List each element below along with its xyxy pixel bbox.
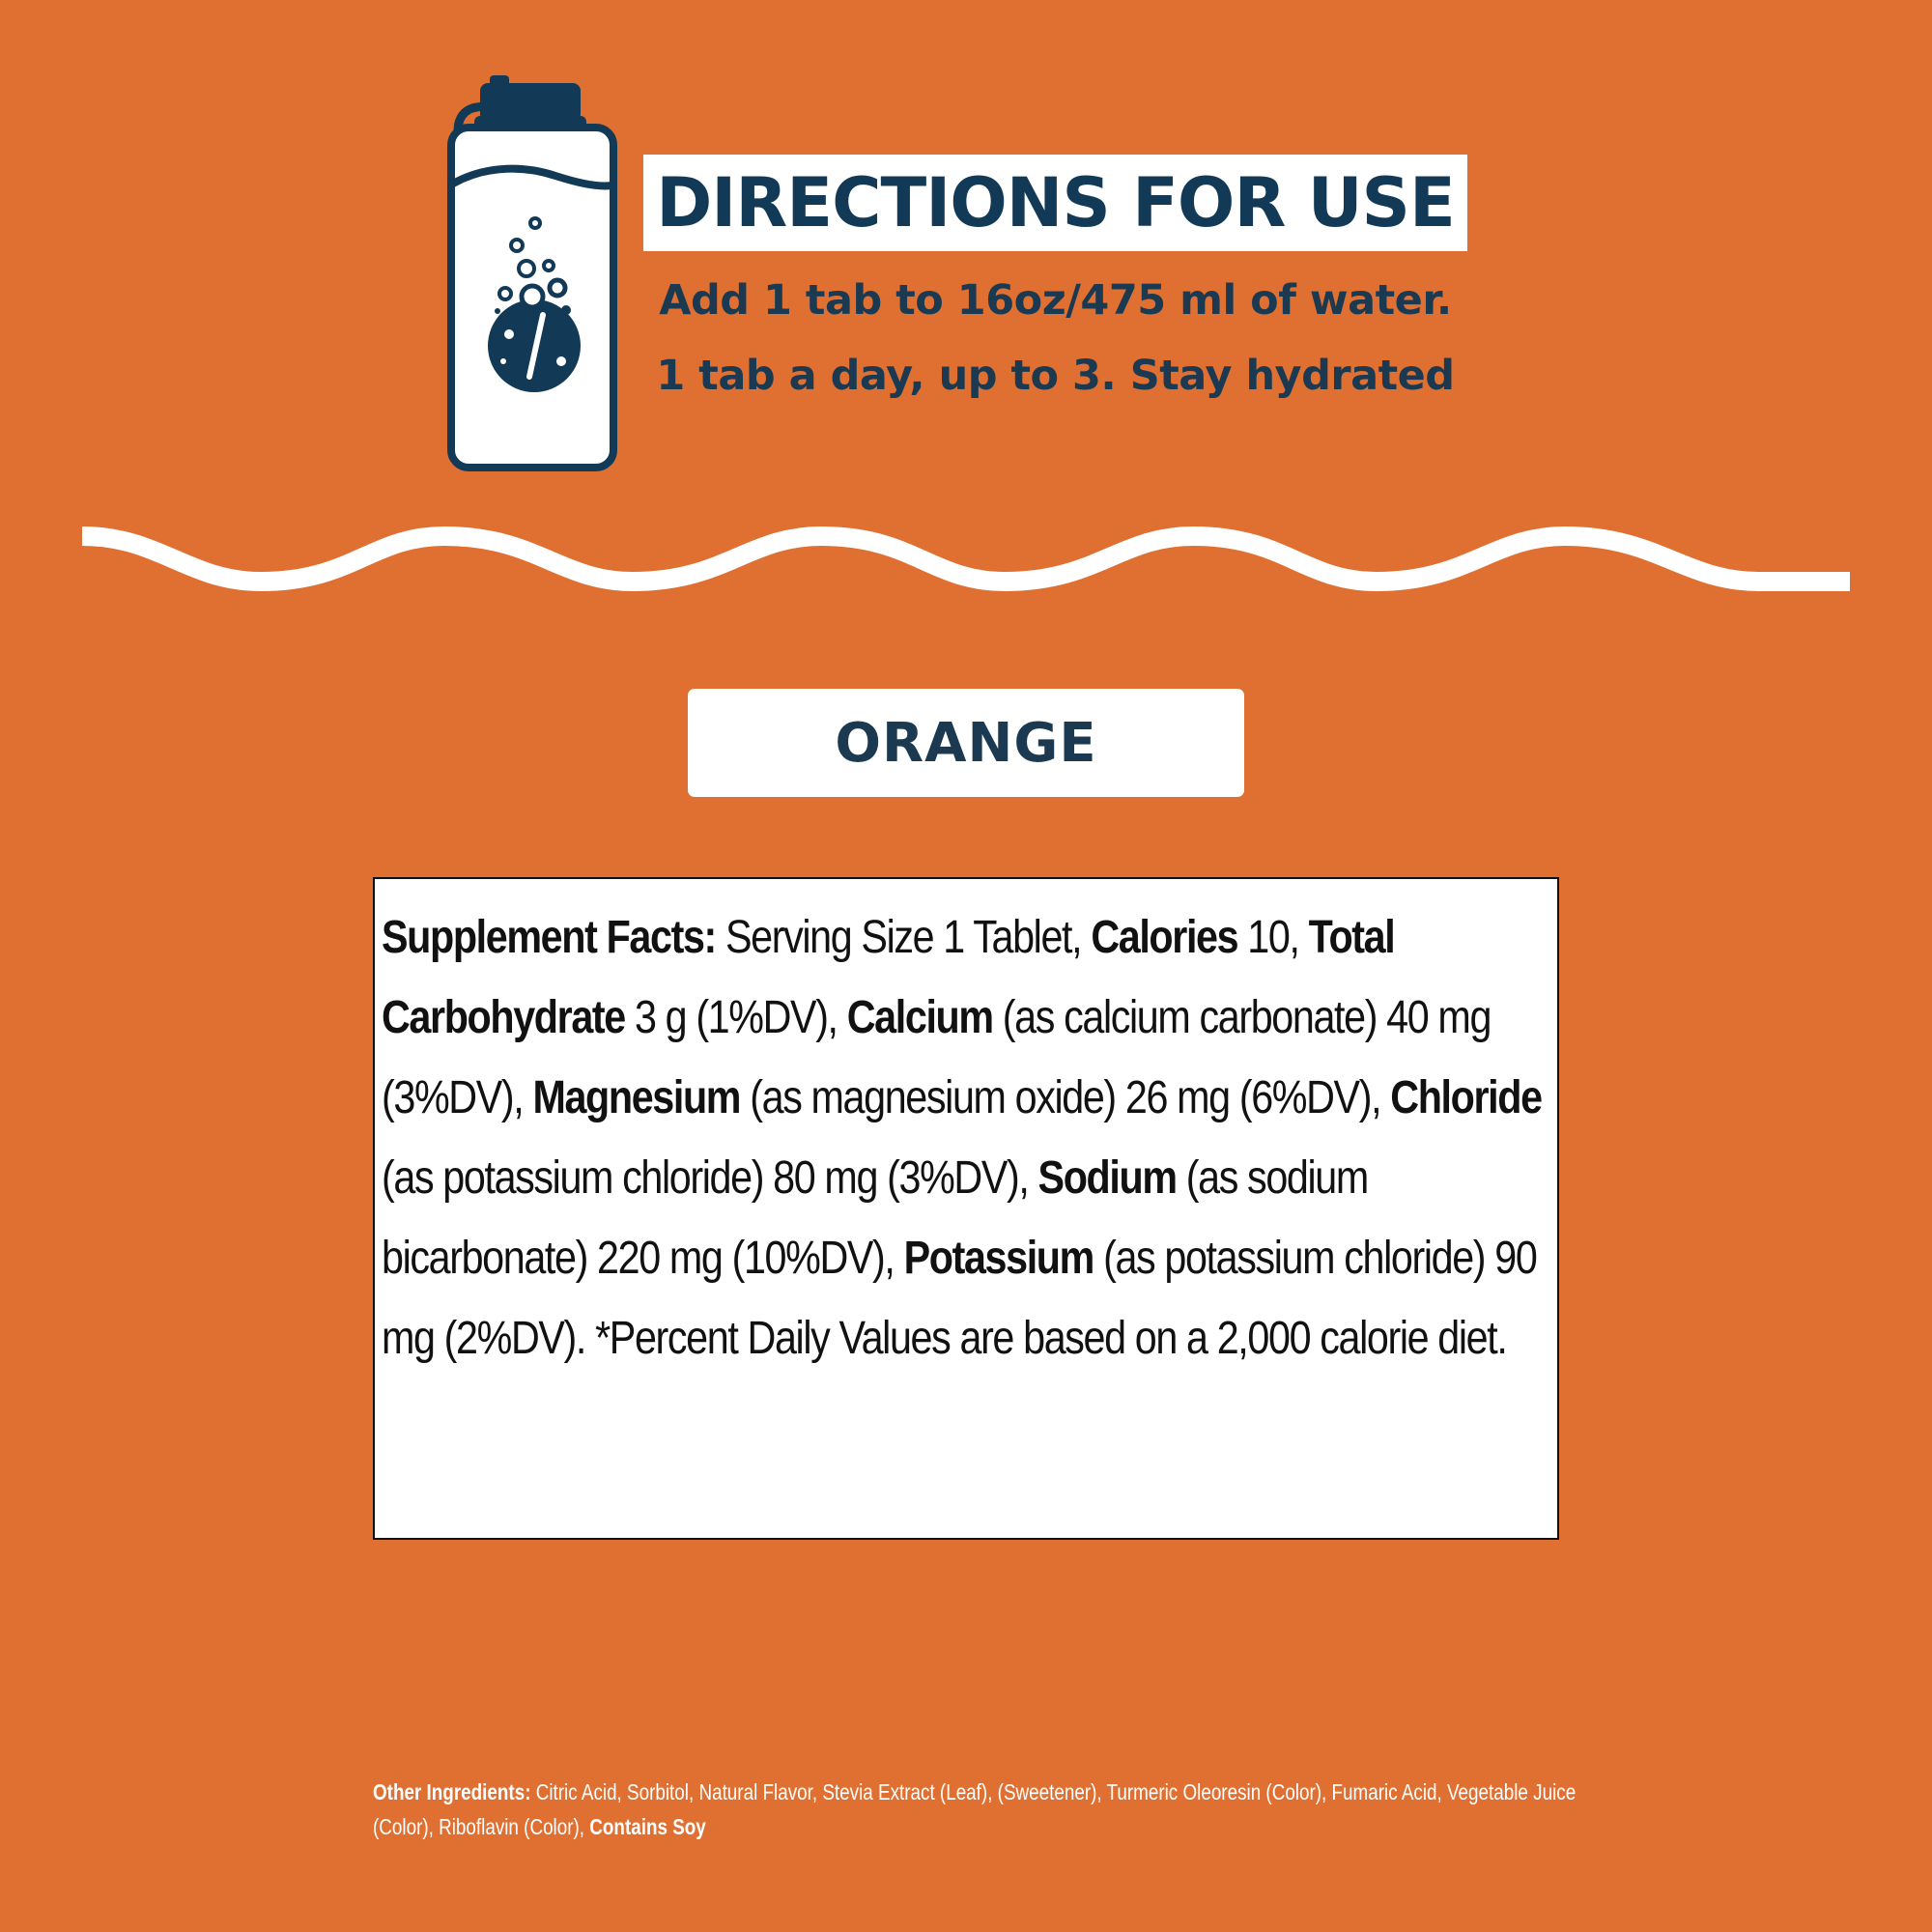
flavor-label: ORANGE (835, 711, 1097, 775)
calcium-value: (as calcium carbonate) 40 mg (3%DV), (382, 992, 1492, 1123)
allergen-notice: Contains Soy (589, 1814, 706, 1839)
directions-title: DIRECTIONS FOR USE (656, 163, 1455, 242)
directions-title-box (643, 155, 1467, 251)
magnesium-label: Magnesium (532, 1072, 741, 1123)
potassium-label: Potassium (903, 1233, 1094, 1284)
other-ingredients (373, 1775, 1608, 1844)
supplement-facts-box (373, 877, 1559, 1540)
calcium-label: Calcium (846, 992, 993, 1043)
chloride-label: Chloride (1390, 1072, 1542, 1123)
other-ingredients-list: Citric Acid, Sorbitol, Natural Flavor, Stevia Extract (Leaf), (Sweetener), Turmeric Oleoresin (Color), Fumaric Acid, Vegetable Juice (Color), Riboflavin (Color), (373, 1779, 1577, 1839)
facts-heading: Supplement Facts: (382, 912, 716, 963)
sodium-value: (as sodium bicarbonate) 220 mg (10%DV), (382, 1152, 1368, 1284)
carb-label: Total Carbohydrate (382, 912, 1395, 1043)
potassium-value: (as potassium chloride) 90 mg (2%DV). *Percent Daily Values are based on a 2,000 calorie diet. (382, 1233, 1537, 1364)
carb-value: 3 g (1%DV), (624, 992, 847, 1043)
calories-label: Calories (1091, 912, 1238, 963)
wave-divider (82, 512, 1850, 628)
water-bottle-icon (440, 66, 623, 471)
magnesium-value: (as magnesium oxide) 26 mg (6%DV), (740, 1072, 1391, 1123)
direction-line-1: Add 1 tab to 16oz/475 ml of water. (659, 276, 1452, 325)
other-ingredients-label: Other Ingredients: (373, 1779, 531, 1804)
facts-serving: Serving Size 1 Tablet, (715, 912, 1092, 963)
supplement-facts-text (382, 897, 1553, 1378)
chloride-value: (as potassium chloride) 80 mg (3%DV), (382, 1152, 1038, 1204)
calories-value: 10, (1237, 912, 1309, 963)
direction-line-2: 1 tab a day, up to 3. Stay hydrated (656, 352, 1455, 400)
flavor-badge (688, 689, 1244, 797)
sodium-label: Sodium (1037, 1152, 1177, 1204)
